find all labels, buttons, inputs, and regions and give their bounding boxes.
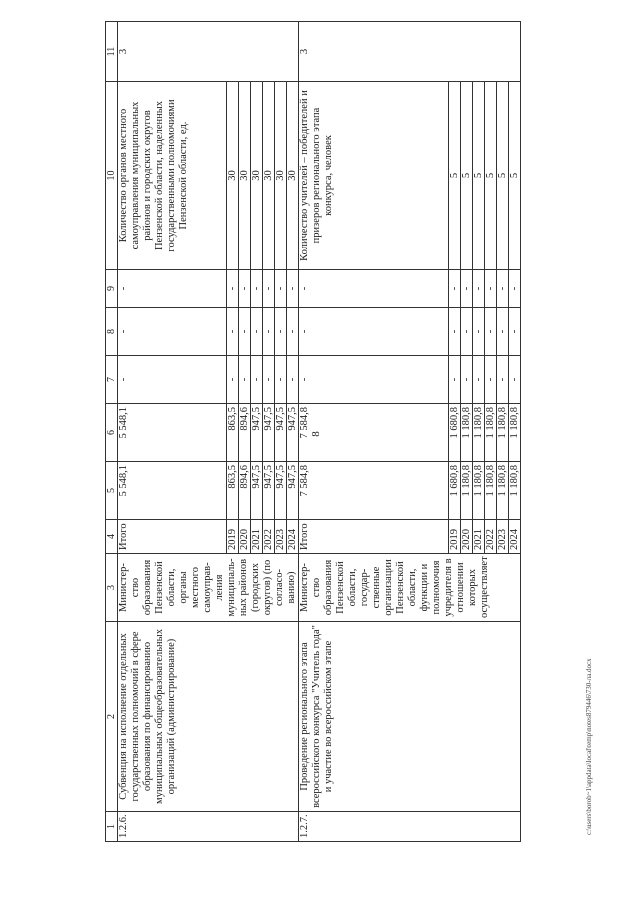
regional-budget-cell: 947,5 (274, 404, 286, 462)
indicator-link: 3 (299, 22, 521, 82)
column-number: 3 (106, 554, 118, 622)
table-container (105, 46, 585, 842)
year-cell: 2024 (509, 520, 521, 554)
local-budget-cell: - (449, 308, 461, 356)
column-number: 1 (106, 812, 118, 842)
local-budget-cell: - (238, 308, 250, 356)
indicator-value: 5 (497, 82, 509, 270)
federal-budget-cell: - (473, 356, 485, 404)
local-budget-cell: - (473, 308, 485, 356)
column-number: 8 (106, 308, 118, 356)
federal-budget-cell: - (238, 356, 250, 404)
year-cell: 2019 (449, 520, 461, 554)
regional-budget-cell: 947,5 (250, 404, 262, 462)
regional-budget-cell: 947,5 (262, 404, 274, 462)
indicator-name: Количество органов местного самоуправления муниципальных районов и городских округов Пензенской области, наделенных государственными полномочиями Пензенской области, ед. (118, 82, 227, 270)
total-funding-cell: 894,6 (238, 462, 250, 520)
other-sources-cell: - (299, 270, 449, 308)
year-cell: 2022 (485, 520, 497, 554)
page-number: 8 (309, 431, 322, 437)
other-sources-cell: - (262, 270, 274, 308)
year-cell: 2022 (262, 520, 274, 554)
year-cell: Итого (118, 520, 227, 554)
total-funding-cell: 7 584,8 (299, 462, 449, 520)
federal-budget-cell: - (299, 356, 449, 404)
federal-budget-cell: - (286, 356, 298, 404)
local-budget-cell: - (497, 308, 509, 356)
year-cell: 2023 (497, 520, 509, 554)
year-cell: 2021 (473, 520, 485, 554)
other-sources-cell: - (118, 270, 227, 308)
federal-budget-cell: - (449, 356, 461, 404)
federal-budget-cell: - (497, 356, 509, 404)
indicator-value: 5 (473, 82, 485, 270)
year-cell: Итого (299, 520, 449, 554)
year-cell: 2023 (274, 520, 286, 554)
activity-row (299, 22, 449, 842)
other-sources-cell: - (226, 270, 238, 308)
federal-budget-cell: - (509, 356, 521, 404)
other-sources-cell: - (250, 270, 262, 308)
column-number: 4 (106, 520, 118, 554)
year-cell: 2019 (226, 520, 238, 554)
column-number: 11 (106, 22, 118, 82)
local-budget-cell: - (286, 308, 298, 356)
indicator-value: 5 (509, 82, 521, 270)
indicator-value: 30 (238, 82, 250, 270)
total-funding-cell: 1 180,8 (509, 462, 521, 520)
federal-budget-cell: - (250, 356, 262, 404)
total-funding-cell: 947,5 (262, 462, 274, 520)
total-funding-cell: 1 180,8 (497, 462, 509, 520)
indicator-value: 30 (262, 82, 274, 270)
activity-row (118, 22, 227, 842)
total-funding-cell: 1 180,8 (485, 462, 497, 520)
activity-number: 1.2.6. (118, 812, 299, 842)
total-funding-cell: 947,5 (286, 462, 298, 520)
federal-budget-cell: - (118, 356, 227, 404)
local-budget-cell: - (509, 308, 521, 356)
activity-number: 1.2.7. (299, 812, 521, 842)
column-number: 6 (106, 404, 118, 462)
other-sources-cell: - (274, 270, 286, 308)
local-budget-cell: - (274, 308, 286, 356)
year-cell: 2024 (286, 520, 298, 554)
local-budget-cell: - (485, 308, 497, 356)
total-funding-cell: 5 548,1 (118, 462, 227, 520)
total-funding-cell: 863,5 (226, 462, 238, 520)
local-budget-cell: - (226, 308, 238, 356)
regional-budget-cell: 1 180,8 (473, 404, 485, 462)
column-number: 5 (106, 462, 118, 520)
regional-budget-cell: 894,6 (238, 404, 250, 462)
activity-executor: Министер-ство образования Пензенской области, органы местного самоуправ-ления муниципаль-ных районов (городских округов) (по согласо-ванию) (118, 554, 299, 622)
year-cell: 2021 (250, 520, 262, 554)
column-number-row (106, 22, 118, 842)
other-sources-cell: - (461, 270, 473, 308)
indicator-value: 30 (250, 82, 262, 270)
indicator-value: 30 (286, 82, 298, 270)
local-budget-cell: - (250, 308, 262, 356)
regional-budget-cell: 947,5 (286, 404, 298, 462)
total-funding-cell: 1 180,8 (461, 462, 473, 520)
regional-budget-cell: 1 680,8 (449, 404, 461, 462)
regional-budget-cell: 7 584,8 (299, 404, 449, 462)
column-number: 2 (106, 622, 118, 812)
indicator-name: Количество учителей – победителей и призеров регионального этапа конкурса, человек (299, 82, 449, 270)
other-sources-cell: - (238, 270, 250, 308)
total-funding-cell: 1 680,8 (449, 462, 461, 520)
federal-budget-cell: - (274, 356, 286, 404)
local-budget-cell: - (299, 308, 449, 356)
column-number: 10 (106, 82, 118, 270)
indicator-value: 5 (449, 82, 461, 270)
total-funding-cell: 947,5 (250, 462, 262, 520)
indicator-value: 30 (226, 82, 238, 270)
local-budget-cell: - (262, 308, 274, 356)
regional-budget-cell: 1 180,8 (497, 404, 509, 462)
federal-budget-cell: - (485, 356, 497, 404)
other-sources-cell: - (509, 270, 521, 308)
year-cell: 2020 (238, 520, 250, 554)
other-sources-cell: - (449, 270, 461, 308)
activity-name: Субвенция на исполнение отдельных государственных полномочий в сфере образования по финансированию муниципальных общеобразовательных организаций (администрирование) (118, 622, 299, 812)
federal-budget-cell: - (262, 356, 274, 404)
regional-budget-cell: 1 180,8 (509, 404, 521, 462)
indicator-value: 5 (461, 82, 473, 270)
total-funding-cell: 1 180,8 (473, 462, 485, 520)
other-sources-cell: - (286, 270, 298, 308)
regional-budget-cell: 5 548,1 (118, 404, 227, 462)
local-budget-cell: - (461, 308, 473, 356)
column-number: 7 (106, 356, 118, 404)
other-sources-cell: - (473, 270, 485, 308)
year-cell: 2020 (461, 520, 473, 554)
other-sources-cell: - (485, 270, 497, 308)
program-activities-table (105, 21, 521, 842)
indicator-value: 5 (485, 82, 497, 270)
activity-executor: Министер-ство образования Пензенской области, государ-ственные организации Пензенской области, функции и полномочия учредителя в отношении которых осуществляет (299, 554, 521, 622)
total-funding-cell: 947,5 (274, 462, 286, 520)
regional-budget-cell: 1 180,8 (485, 404, 497, 462)
federal-budget-cell: - (226, 356, 238, 404)
indicator-value: 30 (274, 82, 286, 270)
indicator-link: 3 (118, 22, 299, 82)
table-body (106, 22, 521, 842)
federal-budget-cell: - (461, 356, 473, 404)
regional-budget-cell: 863,5 (226, 404, 238, 462)
local-budget-cell: - (118, 308, 227, 356)
activity-name: Проведение регионального этапа всероссийского конкурса "Учитель года" и участие во всероссийском этапе (299, 622, 521, 812)
file-path-footer: c:\users\borob~1\appdata\local\temp\notes879446\730-ла.docx (585, 658, 593, 835)
regional-budget-cell: 1 180,8 (461, 404, 473, 462)
other-sources-cell: - (497, 270, 509, 308)
column-number: 9 (106, 270, 118, 308)
